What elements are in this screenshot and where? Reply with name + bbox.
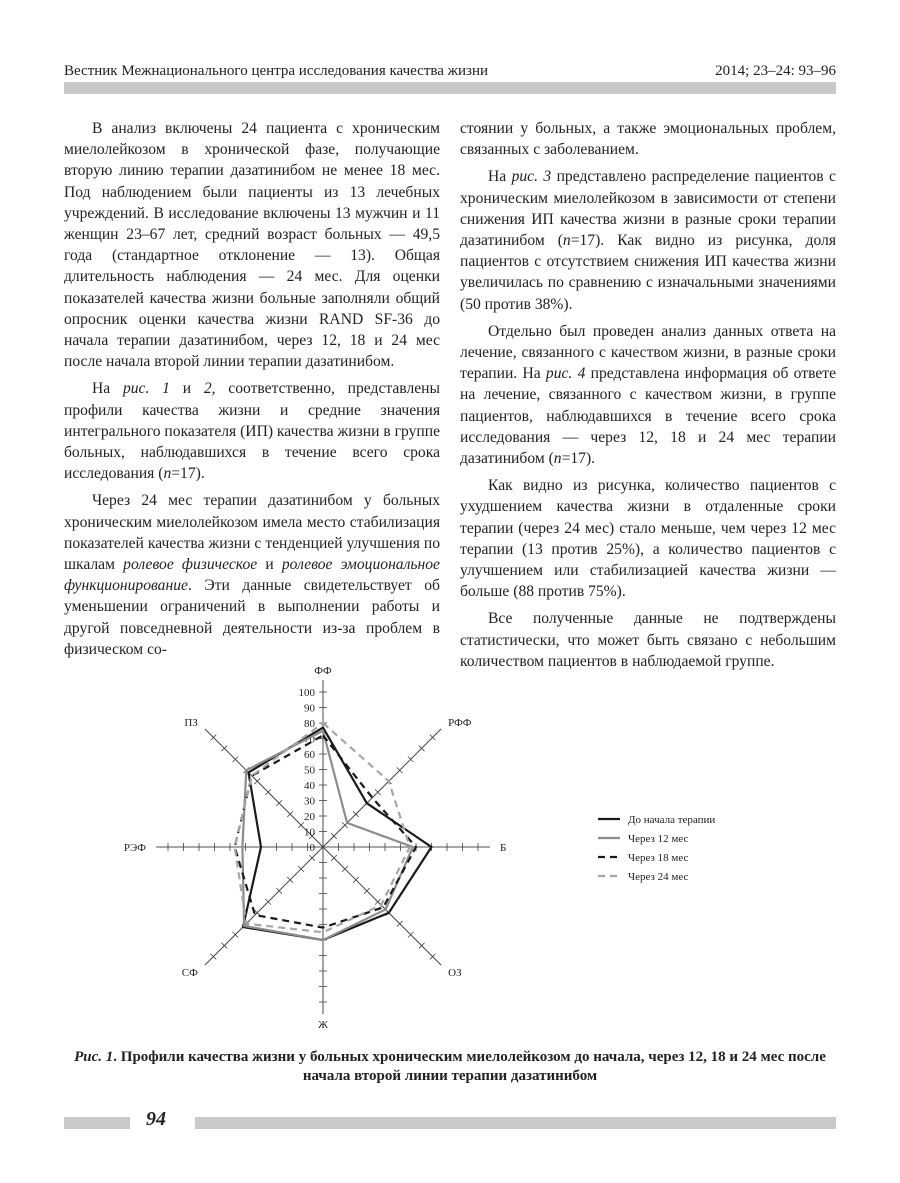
paragraph: В анализ включены 24 пациента с хроническим миелолейкозом в хронической фазе, получающие вторую линию терапии дазатинибом не менее 18 мес. Под наблюдением были пациенты из 13 лечебных учреждений. В исследование включены 13 мужчин и 11 женщин 23–67 лет, средний возраст больных — 49,5 года (стандартное отклонение — 13). Общая длительность наблюдения — 24 мес. Для оценки показателей качества жизни больные заполняли общий опросник оценки качества жизни RAND SF-36 до начала терапии дазатинибом, через 12, 18 и 24 мес после начала второй линии терапии дазатинибом. — [64, 120, 440, 371]
scale-name: ролевое физическое — [123, 556, 258, 574]
paragraph: Как видно из рисунка, количество пациентов с ухудшением качества жизни в отдаленные сроки терапии (через 24 мес) стало меньше, чем через 12 мес терапии (13 против 25%), а количество пациентов с улучшением или стабилизацией качества жизни — больше (88 против 75%). — [460, 477, 836, 601]
tick-label: 80 — [304, 718, 315, 730]
axis-label: СФ — [181, 967, 198, 980]
figure-ref: рис. 1 — [122, 380, 170, 398]
series-line — [242, 731, 413, 940]
footer-rule-right — [195, 1117, 836, 1129]
scale-name: ролевое эмоциональное функционирование — [64, 556, 440, 595]
tick-label: 50 — [304, 764, 315, 777]
legend-label: До начала терапии — [628, 814, 716, 826]
axis-label: ОЗ — [448, 967, 462, 980]
footer-rule-left — [64, 1117, 130, 1129]
figure-ref: рис. 3 — [511, 168, 552, 186]
header-rule — [64, 82, 836, 94]
left-column — [64, 118, 440, 666]
figure-ref: 2 — [203, 380, 212, 398]
legend-label: Через 12 мес — [628, 833, 689, 845]
axis-label: Б — [500, 842, 507, 854]
axis-label: РФФ — [448, 716, 472, 729]
legend-label: Через 24 мес — [628, 871, 689, 883]
caption-label: Рис. 1 — [74, 1049, 114, 1065]
tick-label: 10 — [304, 826, 315, 839]
right-column — [460, 118, 836, 678]
page-number: 94 — [146, 1108, 166, 1130]
paragraph: На рис. 3 представлено распределение пациентов с хроническим миелолейкозом в зависимости от степени снижения ИП качества жизни в разные сроки терапии дазатинибом (n=17). Как видно из рисунка, доля пациентов с отсутствием снижения ИП качества жизни увеличилась по сравнению с изначальными значениями (50 против 38%). — [460, 168, 837, 313]
issue-info: 2014; 23–24: 93–96 — [715, 63, 836, 79]
legend-label: Через 18 мес — [628, 852, 689, 864]
tick-label: 20 — [304, 811, 315, 823]
tick-label: 100 — [298, 687, 315, 699]
axis-label: Ж — [318, 1019, 328, 1031]
tick-label: 0 — [309, 842, 315, 854]
paragraph: Все полученные данные не подтверждены статистически, что может быть связано с небольшим количеством пациентов в наблюдаемой группе. — [460, 610, 836, 670]
running-header — [64, 56, 836, 80]
caption-text: . Профили качества жизни у больных хроническим миелолейкозом до начала, через 12, 18 и 24 мес после начала второй линии терапии дазатинибом — [113, 1049, 826, 1084]
journal-title: Вестник Межнационального центра исследования качества жизни — [64, 63, 489, 79]
tick-label: 40 — [304, 780, 315, 792]
tick-label: 60 — [304, 749, 315, 761]
axis-label: ФФ — [314, 665, 332, 677]
paragraph: стоянии у больных, а также эмоциональных проблем, связанных с заболеванием. — [460, 120, 836, 159]
figure-ref: рис. 4 — [545, 365, 586, 383]
figure-1 — [110, 655, 790, 1040]
tick-label: 90 — [304, 702, 315, 715]
axis-label: РЭФ — [123, 842, 146, 854]
tick-label: 70 — [304, 733, 315, 746]
paragraph: Через 24 мес терапии дазатинибом у больных хроническим миелолейкозом имела место стабилизация показателей качества жизни с тенденцией улучшения по шкалам ролевое физическое и ролевое эмоциональное функционирование. Эти данные свидетельствует об уменьшении ограничений в выполнении работы и другой повседневной деятельности из-за проблем в физическом со- — [64, 492, 440, 658]
figure-caption — [64, 1048, 836, 1086]
axis-label: ПЗ — [184, 716, 198, 729]
paragraph: Отдельно был проведен анализ данных ответа на лечение, связанного с качеством жизни, в разные сроки терапии. На рис. 4 представлена информация об ответе на лечение, связанного с качеством жизни, в группе пациентов, наблюдавшихся в течение всего срока исследования — через 12, 18 и 24 мес терапии дазатинибом (n=17). — [460, 322, 836, 468]
radar-chart — [110, 655, 790, 1040]
paragraph: На рис. 1 и 2, соответственно, представлены профили качества жизни и средние значения интегрального показателя (ИП) качества жизни в группе больных, наблюдавшихся в течение всего срока исследования (n=17). — [64, 380, 440, 483]
tick-label: 30 — [304, 795, 315, 808]
